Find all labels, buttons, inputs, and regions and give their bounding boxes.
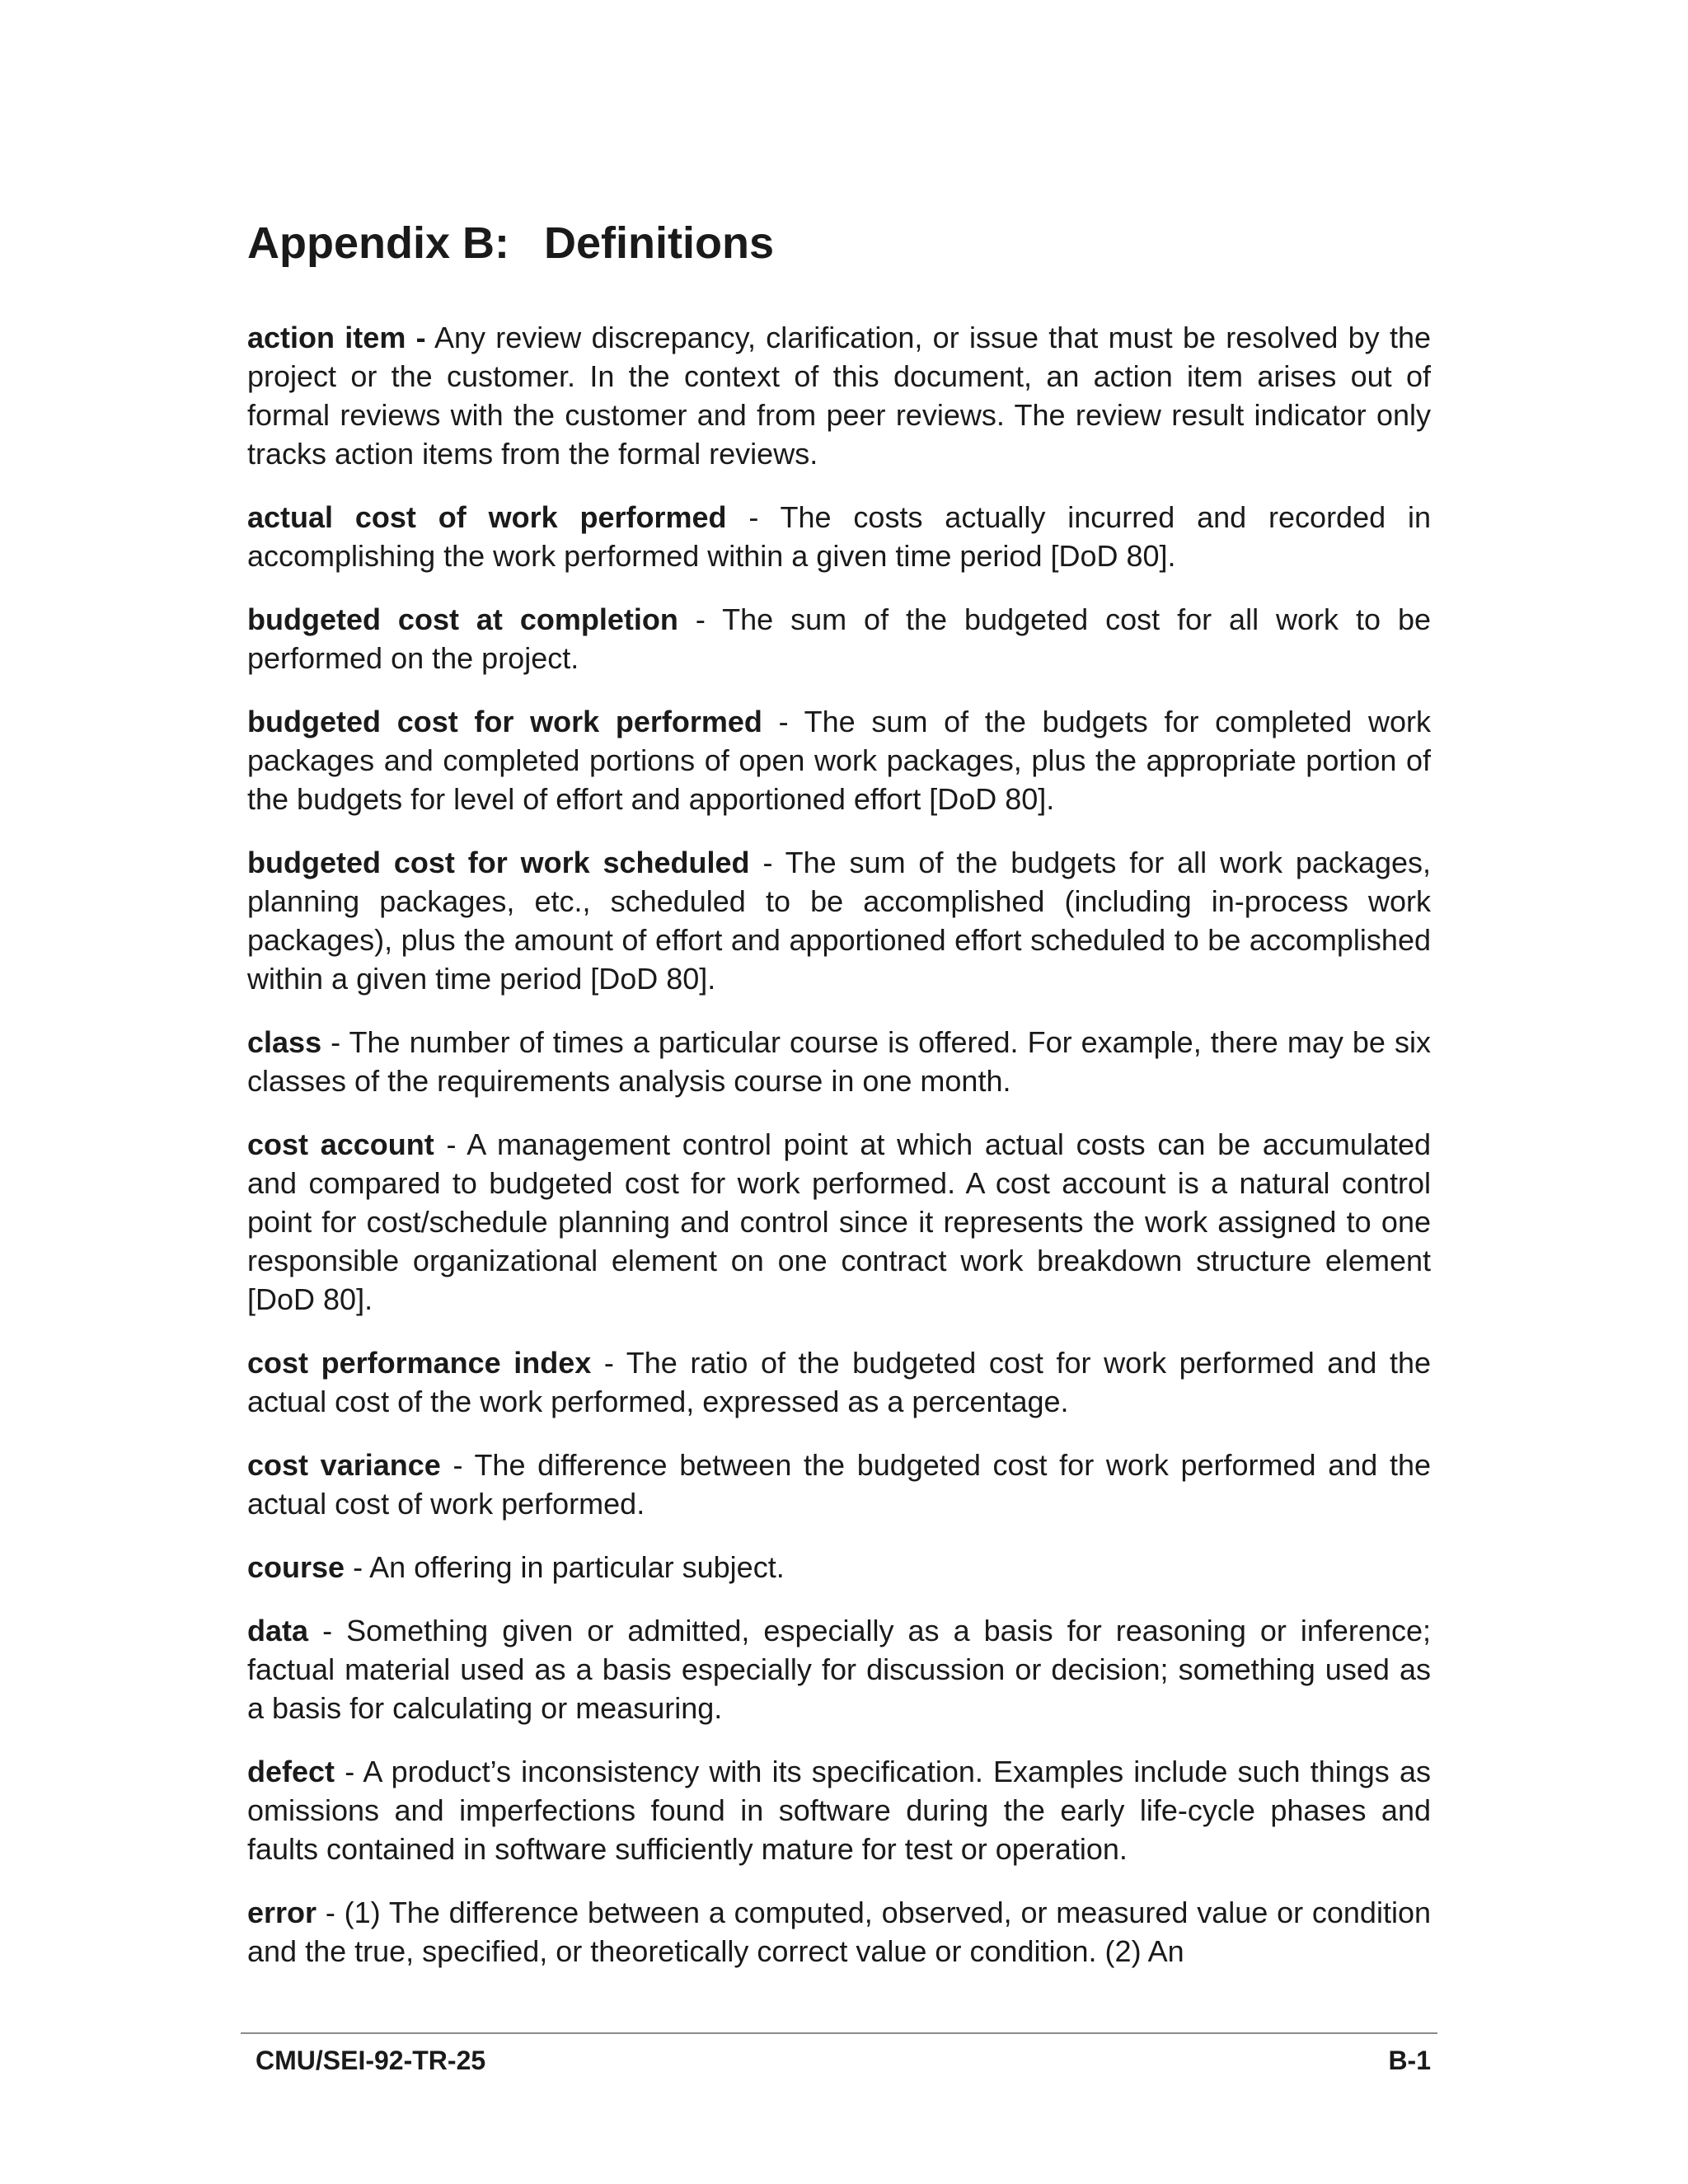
term: cost variance xyxy=(247,1448,441,1482)
definition-actual-cost-of-work-performed xyxy=(247,498,1431,575)
term: budgeted cost at completion xyxy=(247,602,678,636)
definition-text: - The difference between the budgeted cost for work performed and the actual cost of work performed. xyxy=(247,1448,1431,1521)
term: class xyxy=(247,1025,322,1059)
term: data xyxy=(247,1614,309,1647)
definition-text: - The ratio of the budgeted cost for work performed and the actual cost of the work performed, expressed as a percentage. xyxy=(247,1346,1431,1418)
term: error xyxy=(247,1896,317,1929)
appendix-label: Appendix B: xyxy=(247,218,509,268)
definition-text: - A management control point at which actual costs can be accumulated and compared to budgeted cost for work performed. A cost account is a natural control point for cost/schedule planning and control since it represents the work assigned to one responsible organizational element on one contract work breakdown structure element [DoD 80]. xyxy=(247,1127,1431,1316)
definition-list xyxy=(247,318,1431,1995)
definition-text: - An offering in particular subject. xyxy=(353,1550,785,1584)
definition-cost-variance xyxy=(247,1446,1431,1523)
term: budgeted cost for work scheduled xyxy=(247,846,750,879)
definition-text: - (1) The difference between a computed, observed, or measured value or condition and the true, specified, or theoretically correct value or condition. (2) An xyxy=(247,1896,1431,1968)
definition-budgeted-cost-for-work-performed xyxy=(247,702,1431,818)
page-number: B-1 xyxy=(1388,2046,1431,2075)
term: action item - xyxy=(247,321,426,354)
definition-defect xyxy=(247,1752,1431,1868)
report-number: CMU/SEI-92-TR-25 xyxy=(256,2046,486,2075)
definition-text: - The costs actually incurred and recorded in accomplishing the work performed within a given time period [DoD 80]. xyxy=(247,500,1431,573)
definition-text: - The sum of the budgets for completed work packages and completed portions of open work packages, plus the appropriate portion of the budgets for level of effort and apportioned effort [DoD 80]. xyxy=(247,705,1431,816)
definition-text: - Something given or admitted, especially as a basis for reasoning or inference; factual material used as a basis especially for discussion or decision; something used as a basis for calculating or measuring. xyxy=(247,1614,1431,1725)
appendix-title: Definitions xyxy=(544,218,774,268)
definition-course xyxy=(247,1548,1431,1586)
definition-text: Any review discrepancy, clarification, or issue that must be resolved by the project or the customer. In the context of this document, an action item arises out of formal reviews with the customer and from peer reviews. The review result indicator only tracks action items from the formal reviews. xyxy=(247,321,1432,471)
definition-action-item xyxy=(247,318,1431,473)
term: course xyxy=(247,1550,345,1584)
term: budgeted cost for work performed xyxy=(247,705,762,738)
definition-cost-account xyxy=(247,1125,1431,1319)
definition-text: - A product’s inconsistency with its specification. Examples include such things as omissions and imperfections found in software during the early life-cycle phases and faults contained in software sufficiently mature for test or operation. xyxy=(247,1755,1431,1866)
definition-budgeted-cost-for-work-scheduled xyxy=(247,843,1431,998)
definition-text: - The sum of the budgeted cost for all work to be performed on the project. xyxy=(247,602,1431,675)
page-title xyxy=(247,218,774,268)
definition-budgeted-cost-at-completion xyxy=(247,600,1431,677)
term: cost performance index xyxy=(247,1346,592,1380)
definition-error xyxy=(247,1893,1431,1971)
footer-divider xyxy=(241,2032,1437,2034)
definition-data xyxy=(247,1611,1431,1727)
term: cost account xyxy=(247,1127,434,1161)
term: actual cost of work performed xyxy=(247,500,727,534)
term: defect xyxy=(247,1755,335,1788)
definition-class xyxy=(247,1023,1431,1100)
definition-text: - The number of times a particular course is offered. For example, there may be six classes of the requirements analysis course in one month. xyxy=(247,1025,1431,1098)
definition-text: - The sum of the budgets for all work packages, planning packages, etc., scheduled to be accomplished (including in-process work packages), plus the amount of effort and apportioned effort scheduled to be accomplished within a given time period [DoD 80]. xyxy=(247,846,1431,996)
definition-cost-performance-index xyxy=(247,1343,1431,1421)
